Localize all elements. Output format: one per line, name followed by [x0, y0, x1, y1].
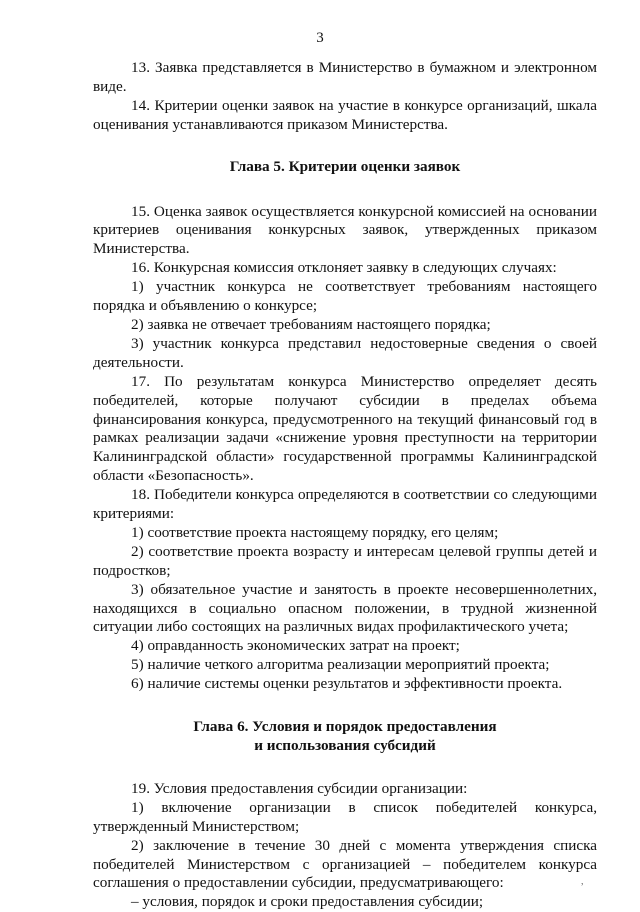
paragraph-18: 18. Победители конкурса определяются в соответствии со следующими критериями: [93, 486, 597, 523]
paragraph-16: 16. Конкурсная комиссия отклоняет заявку в следующих случаях: [131, 259, 557, 277]
chapter-6-heading [93, 718, 597, 756]
chapter-6-heading-line-1: Глава 6. Условия и порядок предоставления [193, 718, 497, 736]
paragraph-19-item-1: 1) включение организации в список победителей конкурса, утвержденный Министерством; [93, 798, 597, 835]
paragraph-19: 19. Условия предоставления субсидии организации: [131, 779, 468, 797]
paragraph-18-item-4: 4) оправданность экономических затрат на проект; [131, 637, 460, 655]
paragraph-18-item-2: 2) соответствие проекта возрасту и интересам целевой группы детей и подростков; [93, 542, 597, 579]
paragraph-16-item-1: 1) участник конкурса не соответствует требованиям настоящего порядка и объявлению о конкурсе; [93, 278, 597, 315]
paragraph-18-item-3: 3) обязательное участие и занятость в проекте несовершеннолетних, находящихся в социально опасном положении, в трудной жизненной ситуации либо состоящих на различных видах профилактического учета; [93, 580, 597, 636]
paragraph-19-item-2-subitem: – условия, порядок и сроки предоставления субсидии; [131, 893, 484, 911]
paragraph-19-item-2: 2) заключение в течение 30 дней с момента утверждения списка победителей Министерством с организацией – победителем конкурса соглашения о предоставлении субсидии, предусматривающего: [93, 836, 597, 892]
paragraph-16-item-2: 2) заявка не отвечает требованиям настоящего порядка; [131, 315, 491, 333]
paragraph-17: 17. По результатам конкурса Министерство определяет десять победителей, которые получают субсидии в пределах объема финансирования конкурса, предусмотренного на текущий финансовый год в рамках реализации задачи «снижение уровня преступности на территории Калининградской области» государственной программы Калининградской области «Безопасность». [93, 372, 597, 485]
paragraph-16-item-3: 3) участник конкурса представил недостоверные сведения о своей деятельности. [93, 334, 597, 371]
page-number: 3 [316, 30, 324, 46]
chapter-6-heading-line-2: и использования субсидий [254, 737, 436, 754]
paragraph-15: 15. Оценка заявок осуществляется конкурсной комиссией на основании критериев оценивания конкурсных заявок, утвержденных приказом Министерства. [93, 202, 597, 258]
paragraph-18-item-5: 5) наличие четкого алгоритма реализации мероприятий проекта; [131, 656, 550, 674]
corner-mark: , [581, 876, 584, 887]
document-body [93, 59, 597, 912]
chapter-5-heading: Глава 5. Критерии оценки заявок [229, 157, 461, 175]
paragraph-13: 13. Заявка представляется в Министерство в бумажном и электронном виде. [93, 59, 597, 95]
paragraph-18-item-1: 1) соответствие проекта настоящему порядку, его целям; [131, 523, 499, 541]
paragraph-14: 14. Критерии оценки заявок на участие в конкурсе организаций, шкала оценивания устанавливаются приказом Министерства. [93, 96, 597, 133]
paragraph-18-item-6: 6) наличие системы оценки результатов и эффективности проекта. [131, 675, 563, 693]
